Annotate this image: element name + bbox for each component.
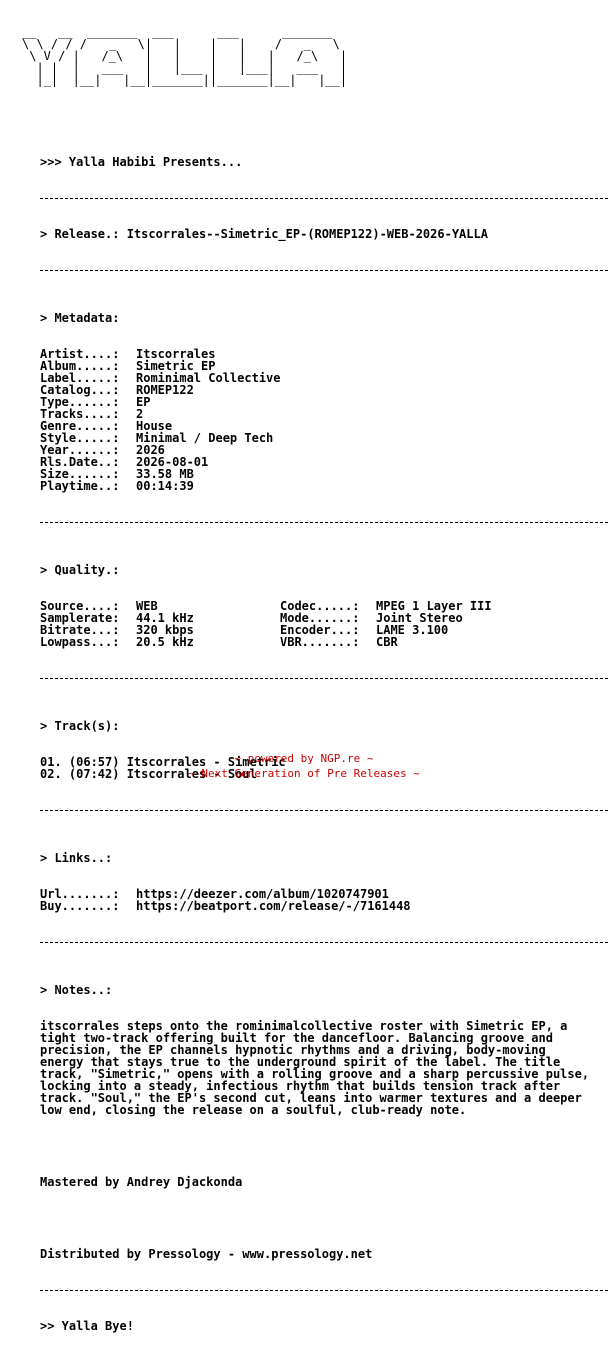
mastered-by: Mastered by Andrey Djackonda <box>40 1175 243 1189</box>
metadata-value: 2026-08-01 <box>136 455 209 469</box>
separator <box>40 936 600 948</box>
metadata-key: Size......: <box>40 467 120 481</box>
quality-key: Mode......: <box>280 611 360 625</box>
metadata-row <box>40 408 600 420</box>
metadata-value: 2 <box>136 407 144 421</box>
quality-heading: > Quality.: <box>40 563 120 577</box>
quality-key: VBR.......: <box>280 635 360 649</box>
link-key: Url.......: <box>40 887 120 901</box>
metadata-key: Type......: <box>40 395 120 409</box>
metadata-row <box>40 468 600 480</box>
distributed-by: Distributed by Pressology - www.pressology.net <box>40 1247 373 1261</box>
metadata-key: Style.....: <box>40 431 120 445</box>
metadata-value: 33.58 MB <box>136 467 194 481</box>
quality-value: WEB <box>136 599 158 613</box>
metadata-row <box>40 384 600 396</box>
metadata-key: Catalog...: <box>40 383 120 397</box>
metadata-row <box>40 396 600 408</box>
metadata-key: Year......: <box>40 443 120 457</box>
bye-line: >> Yalla Bye! <box>40 1319 134 1333</box>
yalla-ascii-banner: __ __ _______ ___ ___ _______ \ \ / / / _ \| | | | / _ \ \ V / | /_\ | | | | | /_\ | | | | ___ | |___ | |___| ___ | |_| |__| |__|_______||_______|__| |__| <box>22 25 348 87</box>
metadata-row <box>40 420 600 432</box>
metadata-key: Label.....: <box>40 371 120 385</box>
metadata-key: Rls.Date..: <box>40 455 120 469</box>
quality-key: Bitrate...: <box>40 623 120 637</box>
link-url: https://deezer.com/album/1020747901 <box>136 887 389 901</box>
separator <box>40 672 600 684</box>
release-label: > Release.: <box>40 227 120 241</box>
metadata-row <box>40 348 600 360</box>
metadata-row <box>40 480 600 492</box>
metadata-value: House <box>136 419 173 433</box>
link-row <box>40 888 600 900</box>
separator <box>40 192 600 204</box>
release-line <box>40 228 600 240</box>
metadata-section <box>40 348 600 492</box>
metadata-value: Rominimal Collective <box>136 371 281 385</box>
separator <box>40 264 600 276</box>
metadata-value: EP <box>136 395 151 409</box>
metadata-heading: > Metadata: <box>40 311 120 325</box>
metadata-row <box>40 360 600 372</box>
metadata-row <box>40 444 600 456</box>
notes-text: itscorrales steps onto the rominimalcollective roster with Simetric EP, a tight two-track offering built for the dancefloor. Balancing groove and precision, the EP channels hypnotic rhythms and a driving, body-moving energy that stays true to the underground spirit of the label. The title track, "Simetric," opens with a rolling groove and a sharp percussive pulse, locking into a steady, infectious rhythm that builds tension track after track. "Soul," the EP's second cut, leans into warmer textures and a deeper low end, closing the release on a soulful, club-ready note. <box>40 1019 590 1117</box>
quality-value: 44.1 kHz <box>136 611 194 625</box>
link-row <box>40 900 600 912</box>
quality-value: LAME 3.100 <box>376 623 449 637</box>
metadata-value: ROMEP122 <box>136 383 194 397</box>
track-item: 02. (07:42) Itscorrales - Soul <box>40 767 257 781</box>
separator <box>40 516 600 528</box>
presents-line: >>> Yalla Habibi Presents... <box>40 155 243 169</box>
metadata-row <box>40 456 600 468</box>
notes-heading: > Notes..: <box>40 983 113 997</box>
metadata-value: 2026 <box>136 443 165 457</box>
link-key: Buy.......: <box>40 899 120 913</box>
quality-key: Source....: <box>40 599 120 613</box>
quality-value: CBR <box>376 635 398 649</box>
track-item: 01. (06:57) Itscorrales - Simetric <box>40 755 286 769</box>
metadata-key: Playtime..: <box>40 479 120 493</box>
links-heading: > Links..: <box>40 851 113 865</box>
metadata-key: Genre.....: <box>40 419 120 433</box>
quality-right <box>280 636 520 648</box>
quality-value: 320 kbps <box>136 623 194 637</box>
separator <box>40 1284 600 1296</box>
quality-key: Lowpass...: <box>40 635 120 649</box>
nfo-body <box>40 132 600 1356</box>
footer-tagline: ~ Next Generation of Pre Releases ~ <box>188 767 420 780</box>
quality-section <box>40 600 600 648</box>
metadata-key: Tracks....: <box>40 407 120 421</box>
quality-left <box>40 636 280 648</box>
separator <box>40 804 600 816</box>
release-name: Itscorrales--Simetric_EP-(ROMEP122)-WEB-2026-YALLA <box>126 227 488 241</box>
quality-row <box>40 636 600 648</box>
quality-key: Samplerate: <box>40 611 120 625</box>
metadata-row <box>40 372 600 384</box>
quality-value: MPEG 1 Layer III <box>376 599 492 613</box>
metadata-value: 00:14:39 <box>136 479 194 493</box>
footer-powered-by: ~ powered by NGP.re ~ <box>234 752 374 765</box>
link-url: https://beatport.com/release/-/7161448 <box>136 899 411 913</box>
links-section <box>40 888 600 912</box>
quality-key: Encoder...: <box>280 623 360 637</box>
metadata-row <box>40 432 600 444</box>
tracks-heading: > Track(s): <box>40 719 120 733</box>
quality-value: Joint Stereo <box>376 611 463 625</box>
metadata-key: Album.....: <box>40 359 120 373</box>
quality-value: 20.5 kHz <box>136 635 194 649</box>
metadata-value: Minimal / Deep Tech <box>136 431 274 445</box>
metadata-key: Artist....: <box>40 347 120 361</box>
metadata-value: Simetric EP <box>136 359 216 373</box>
metadata-value: Itscorrales <box>136 347 216 361</box>
quality-key: Codec.....: <box>280 599 360 613</box>
